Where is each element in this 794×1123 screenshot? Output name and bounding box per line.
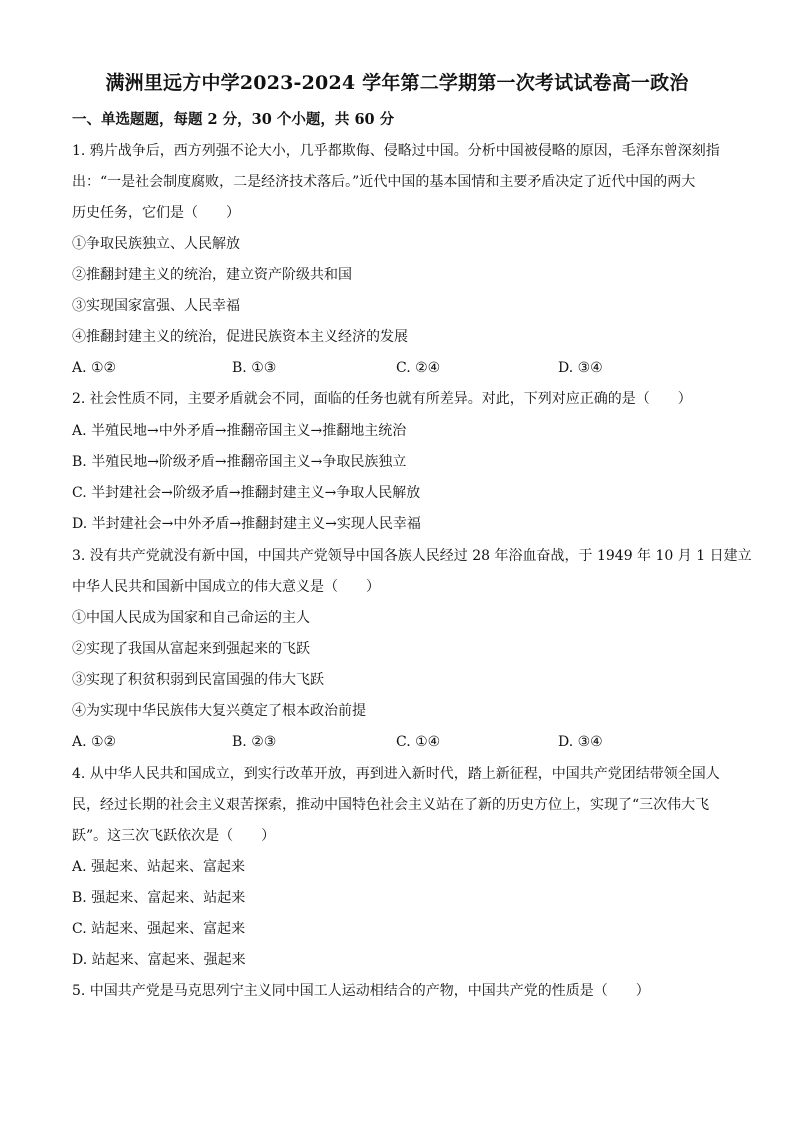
q4-stem-line-2: 民，经过长期的社会主义艰苦探索，推动中国特色社会主义站在了新的历史方位上，实现了“三次伟大飞 [72,797,710,813]
q4-choice-a[interactable]: A. 强起来、站起来、富起来 [72,859,246,875]
q1-option-a[interactable]: A. ①② [72,360,117,376]
q3-stem-line-2: 中华人民共和国新中国成立的伟大意义是（ ） [72,579,380,595]
q3-item-1: ①中国人民成为国家和自己命运的主人 [72,610,310,626]
q3-stem-line-1: 3. 没有共产党就没有新中国，中国共产党领导中国各族人民经过 28 年浴血奋战，于 1949 年 10 月 1 日建立 [72,548,752,564]
q4-choice-d[interactable]: D. 站起来、富起来、强起来 [72,952,246,968]
q3-option-d[interactable]: D. ③④ [558,734,603,750]
q4-choice-b[interactable]: B. 强起来、富起来、站起来 [72,890,246,906]
q1-item-1: ①争取民族独立、人民解放 [72,236,240,252]
q1-option-b[interactable]: B. ①③ [232,360,277,376]
q2-choice-d[interactable]: D. 半封建社会→中外矛盾→推翻封建主义→实现人民幸福 [72,516,421,532]
q2-choice-c[interactable]: C. 半封建社会→阶级矛盾→推翻封建主义→争取人民解放 [72,485,421,501]
q3-option-a[interactable]: A. ①② [72,734,117,750]
q3-item-4: ④为实现中华民族伟大复兴奠定了根本政治前提 [72,703,366,719]
q1-stem-line-2: 出：“一是社会制度腐败，二是经济技术落后。”近代中国的基本国情和主要矛盾决定了近代中国的两大 [72,174,696,190]
q4-choice-c[interactable]: C. 站起来、强起来、富起来 [72,921,246,937]
q1-item-2: ②推翻封建主义的统治，建立资产阶级共和国 [72,267,352,283]
q1-item-4: ④推翻封建主义的统治，促进民族资本主义经济的发展 [72,329,408,345]
q5-stem-line-1: 5. 中国共产党是马克思列宁主义同中国工人运动相结合的产物，中国共产党的性质是（ ） [72,983,650,999]
q4-stem-line-3: 跃”。这三次飞跃依次是（ ） [72,828,276,844]
q4-stem-line-1: 4. 从中华人民共和国成立，到实行改革开放，再到进入新时代，踏上新征程，中国共产党团结带领全国人 [72,766,720,782]
q3-item-3: ③实现了积贫积弱到民富国强的伟大飞跃 [72,672,324,688]
q1-stem-line-3: 历史任务，它们是（ ） [72,205,240,221]
q2-choice-b[interactable]: B. 半殖民地→阶级矛盾→推翻帝国主义→争取民族独立 [72,454,407,470]
q1-stem-line-1: 1. 鸦片战争后，西方列强不论大小，几乎都欺侮、侵略过中国。分析中国被侵略的原因，毛泽东曾深刻指 [72,143,720,159]
q2-stem-line-1: 2. 社会性质不同，主要矛盾就会不同，面临的任务也就有所差异。对此，下列对应正确的是（ ） [72,391,692,407]
section-heading: 一、单选题题，每题 2 分，30 个小题，共 60 分 [72,111,395,128]
q1-item-3: ③实现国家富强、人民幸福 [72,298,240,314]
q3-item-2: ②实现了我国从富起来到强起来的飞跃 [72,641,310,657]
q3-option-c[interactable]: C. ①④ [396,734,441,750]
q2-choice-a[interactable]: A. 半殖民地→中外矛盾→推翻帝国主义→推翻地主统治 [72,423,407,439]
q1-option-d[interactable]: D. ③④ [558,360,603,376]
q1-option-c[interactable]: C. ②④ [396,360,441,376]
q3-option-b[interactable]: B. ②③ [232,734,277,750]
page-title: 满洲里远方中学2023-2024 学年第二学期第一次考试试卷高一政治 [105,72,689,94]
